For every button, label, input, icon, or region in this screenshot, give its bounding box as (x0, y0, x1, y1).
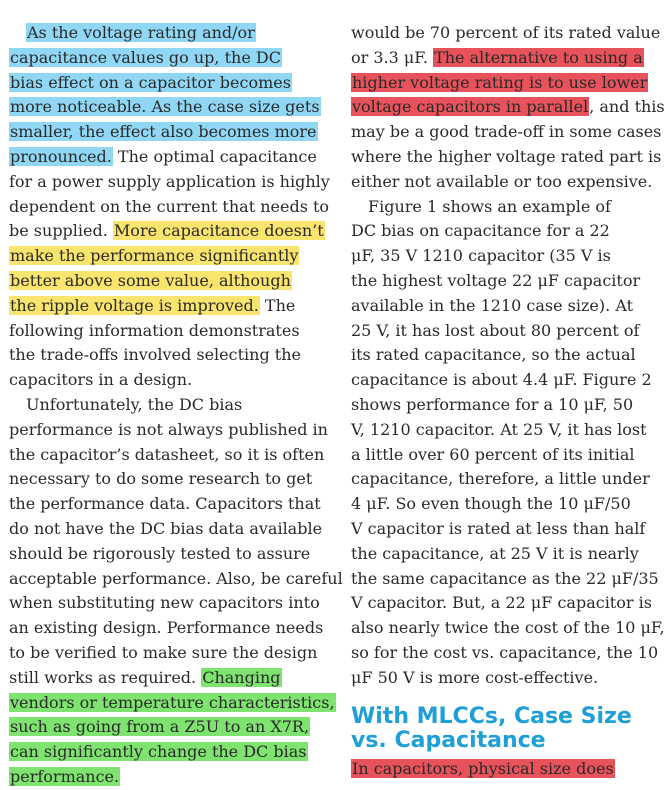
text-segment: would be 70 percent of its rated value (351, 23, 661, 42)
highlight-green: performance. (10, 766, 120, 786)
text-line (9, 294, 301, 319)
text-segment: capacitance, therefore, a little under (351, 469, 650, 489)
text-segment: do not have the DC bias data available (9, 518, 323, 538)
highlight-green: vendors or temperature characteristics, (10, 692, 335, 712)
text-line (9, 740, 307, 765)
highlight-blue: bias effect on a capacitor becomes (10, 72, 291, 92)
text-line (351, 492, 646, 517)
text-segment: Unfortunately, the DC bias (26, 394, 243, 414)
text-segment: , and this (589, 97, 665, 117)
text-line (351, 567, 659, 592)
text-line (9, 467, 313, 492)
text-segment: performance is not always published in (9, 419, 328, 439)
text-line (9, 765, 301, 790)
text-segment: acceptable performance. Also, be careful (9, 568, 343, 588)
text-line (9, 120, 317, 145)
text-segment: the same capacitance as the 22 μF/35 (351, 568, 659, 588)
text-line (9, 443, 325, 468)
text-segment: the highest voltage 22 μF capacitor (351, 270, 641, 290)
text-line (9, 145, 317, 170)
text-segment: The (259, 295, 296, 315)
text-line (9, 393, 301, 418)
text-line (351, 343, 646, 368)
text-line (9, 567, 343, 592)
text-line (351, 46, 646, 71)
highlight-red: The alternative to using a (434, 47, 643, 67)
highlight-red: higher voltage rating is to use lower (352, 72, 648, 92)
text-line (351, 319, 646, 344)
text-segment: so for the cost vs. capacitance, the 10 (351, 642, 659, 662)
text-line (9, 616, 324, 641)
text-line (351, 666, 646, 691)
text-line (9, 715, 310, 740)
text-line (351, 467, 650, 492)
text-line (351, 195, 646, 220)
text-line (9, 244, 301, 269)
left-paragraph-2 (9, 393, 343, 790)
highlight-green: such as going from a Z5U to an X7R, (10, 717, 310, 737)
text-line (9, 492, 321, 517)
highlight-blue: more noticeable. As the case size gets (10, 97, 320, 117)
text-segment: the capacitor’s datasheet, so it is often (9, 444, 325, 464)
text-line (9, 219, 324, 244)
text-segment: still works as required. (9, 667, 202, 687)
highlight-red: In capacitors, physical size does (352, 758, 614, 778)
text-line (351, 145, 662, 170)
right-paragraph-3 (351, 757, 646, 782)
highlight-green: can significantly change the DC bias (10, 742, 307, 762)
text-line (351, 641, 659, 666)
text-line (351, 244, 646, 269)
text-line (351, 21, 661, 46)
highlight-red: voltage capacitors in parallel (352, 97, 589, 117)
text-line (351, 170, 653, 195)
text-segment: The optimal capacitance (112, 146, 317, 166)
text-line (9, 517, 323, 542)
text-segment: be supplied. (9, 221, 113, 241)
text-line (9, 319, 301, 344)
text-line (351, 294, 646, 319)
text-segment: 25 V, it has lost about 80 percent of (351, 320, 640, 340)
text-segment: the capacitance, at 25 V it is nearly (351, 543, 639, 563)
text-line (351, 443, 646, 468)
text-line (9, 269, 301, 294)
highlight-yellow: make the performance significantly (10, 246, 299, 266)
text-segment: capacitors in a design. (9, 370, 193, 390)
section-heading (351, 705, 646, 753)
text-line (351, 368, 652, 393)
text-segment: a little over 60 percent of its initial (351, 444, 635, 464)
right-paragraph-1 (351, 21, 665, 195)
text-segment: available in the 1210 case size). At (351, 295, 634, 315)
text-segment: V capacitor. But, a 22 μF capacitor is (351, 593, 652, 613)
text-segment: to be verified to make sure the design (9, 642, 318, 662)
text-line (9, 591, 320, 616)
text-segment: shows performance for a 10 μF, 50 (351, 394, 634, 414)
highlight-yellow: More capacitance doesn’t (113, 221, 324, 241)
text-segment: an existing design. Performance needs (9, 618, 324, 638)
text-segment: either not available or too expensive. (351, 171, 653, 191)
highlight-blue: smaller, the effect also becomes more (10, 122, 317, 142)
text-segment: Figure 1 shows an example of (368, 196, 611, 216)
text-line (9, 21, 301, 46)
text-segment: capacitance is about 4.4 μF. Figure 2 (351, 370, 652, 390)
text-segment: for a power supply application is highly (9, 171, 330, 191)
text-line (9, 368, 301, 393)
section-heading-line-1: With MLCCs, Case Size (351, 703, 632, 729)
text-line (351, 71, 646, 96)
highlight-blue: capacitance values go up, the DC (10, 47, 281, 67)
text-line (351, 591, 652, 616)
text-segment: also nearly twice the cost of the 10 μF, (351, 618, 665, 638)
text-line (9, 170, 330, 195)
text-line (351, 219, 646, 244)
right-column (351, 21, 665, 781)
text-line (351, 517, 646, 542)
text-line (9, 343, 301, 368)
text-line (9, 666, 301, 691)
text-segment: μF, 35 V 1210 capacitor (35 V is (351, 246, 611, 266)
text-segment: dependent on the current that needs to (9, 196, 330, 216)
text-segment: DC bias on capacitance for a 22 (351, 221, 610, 241)
text-line (351, 757, 646, 782)
text-segment: V capacitor is rated at less than half (351, 518, 646, 538)
text-segment: following information demonstrates (9, 320, 300, 340)
text-segment: its rated capacitance, so the actual (351, 345, 636, 365)
text-line (351, 120, 662, 145)
text-line (351, 418, 646, 443)
text-segment: where the higher voltage rated part is (351, 146, 662, 166)
text-segment: when substituting new capacitors into (9, 593, 320, 613)
text-line (9, 71, 301, 96)
left-column (9, 21, 343, 790)
text-segment: the performance data. Capacitors that (9, 494, 321, 514)
highlight-yellow: the ripple voltage is improved. (10, 295, 259, 315)
text-line (9, 641, 318, 666)
text-segment: may be a good trade-off in some cases (351, 122, 662, 142)
text-line (9, 691, 335, 716)
text-segment: the trade-offs involved selecting the (9, 345, 301, 365)
text-line (351, 95, 665, 120)
highlight-green: Changing (202, 667, 281, 687)
highlight-yellow: better above some value, although (10, 270, 291, 290)
text-line (9, 418, 328, 443)
text-line (9, 46, 301, 71)
text-segment: V, 1210 capacitor. At 25 V, it has lost (351, 419, 647, 439)
left-paragraph-1 (9, 21, 330, 393)
text-segment: necessary to do some research to get (9, 469, 313, 489)
right-paragraph-2 (351, 195, 665, 691)
text-line (351, 616, 665, 641)
text-segment: μF 50 V is more cost-effective. (351, 667, 599, 687)
highlight-blue: As the voltage rating and/or (27, 23, 255, 42)
text-line (351, 269, 646, 294)
highlight-blue: pronounced. (10, 146, 112, 166)
text-line (9, 95, 320, 120)
text-segment: or 3.3 μF. (351, 47, 434, 67)
text-segment: 4 μF. So even though the 10 μF/50 (351, 494, 631, 514)
text-line (9, 542, 311, 567)
text-line (351, 542, 646, 567)
text-segment: should be rigorously tested to assure (9, 543, 311, 563)
section-heading-line-2: vs. Capacitance (351, 727, 546, 753)
text-line (351, 393, 646, 418)
text-line (9, 195, 330, 220)
